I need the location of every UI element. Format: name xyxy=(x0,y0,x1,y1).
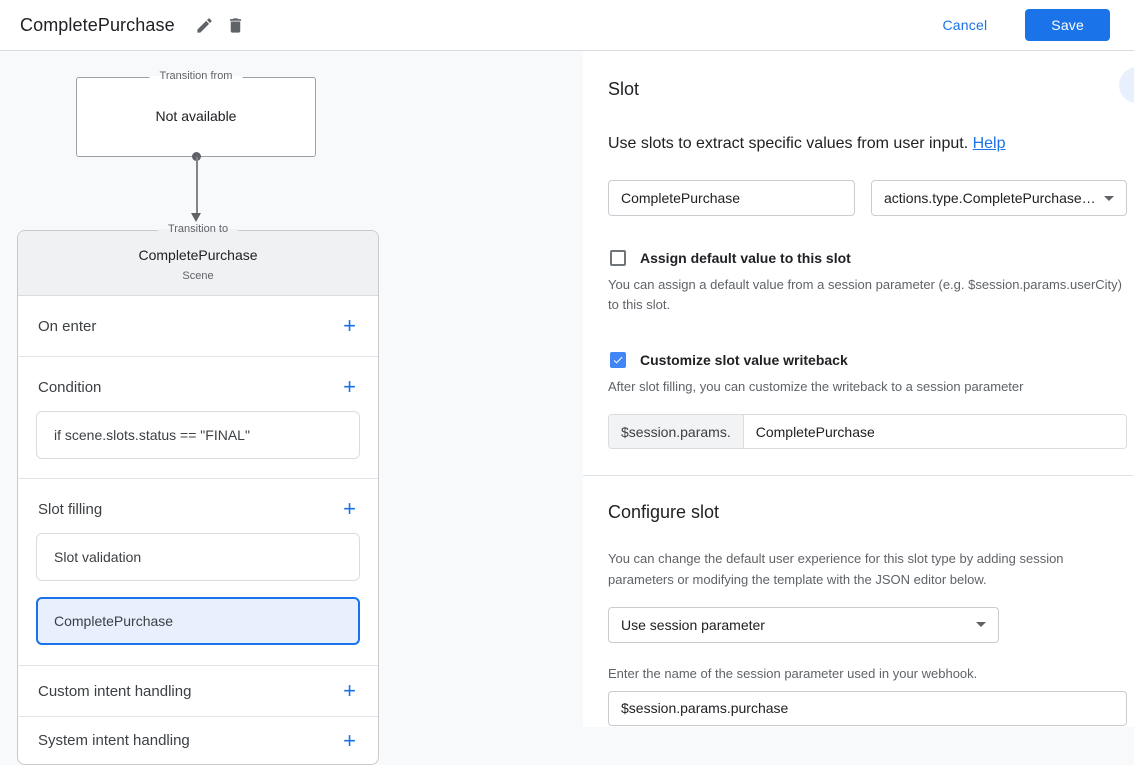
configure-slot-title: Configure slot xyxy=(608,502,720,523)
slot-config-dropdown[interactable] xyxy=(608,607,999,643)
section-divider xyxy=(583,475,1134,476)
slot-editor-panel xyxy=(583,51,1134,727)
webhook-param-input[interactable] xyxy=(608,691,1127,726)
transition-to-card xyxy=(17,223,379,765)
caret-down-icon xyxy=(976,622,986,627)
connector-line xyxy=(196,157,198,214)
add-system-intent-icon[interactable]: + xyxy=(343,727,356,753)
assign-default-description: You can assign a default value from a session parameter (e.g. $session.params.userCity) to this slot. xyxy=(608,277,1123,313)
slot-completepurchase-card[interactable]: CompletePurchase xyxy=(36,597,360,645)
add-condition-icon[interactable]: + xyxy=(343,374,356,399)
slot-type-dropdown[interactable] xyxy=(871,180,1127,216)
cancel-button[interactable]: Cancel xyxy=(942,17,988,33)
configure-slot-description: You can change the default user experience for this slot type by adding session parameters or modifying the template with the JSON editor below. xyxy=(608,551,1064,587)
slot-filling-section xyxy=(18,479,378,666)
top-bar xyxy=(0,0,1134,51)
delete-scene-button[interactable] xyxy=(220,10,251,41)
condition-section xyxy=(18,357,378,479)
assign-default-label[interactable]: Assign default value to this slot xyxy=(640,250,851,266)
add-on-enter-icon[interactable]: + xyxy=(343,313,356,338)
custom-intent-label: Custom intent handling xyxy=(38,682,192,700)
page-title: CompletePurchase xyxy=(20,14,175,35)
slot-name-input[interactable] xyxy=(608,180,855,216)
transition-from-legend: Transition from xyxy=(150,70,243,82)
transition-to-legend: Transition to xyxy=(158,223,238,235)
caret-down-icon xyxy=(1104,196,1114,201)
pencil-icon xyxy=(195,16,214,35)
writeback-param-field xyxy=(608,414,1127,449)
slot-config-value: Use session parameter xyxy=(621,616,765,633)
writeback-checkbox[interactable] xyxy=(610,352,626,368)
session-params-prefix: $session.params. xyxy=(609,415,744,448)
chevron-right-icon xyxy=(1126,74,1134,96)
condition-label: Condition xyxy=(38,378,102,396)
transition-from-box xyxy=(76,70,316,157)
slot-type-value: actions.type.CompletePurchase… xyxy=(884,190,1096,206)
custom-intent-row[interactable] xyxy=(18,666,378,717)
slot-validation-card[interactable]: Slot validation xyxy=(36,533,360,581)
slot-filling-label: Slot filling xyxy=(38,500,103,518)
writeback-label[interactable]: Customize slot value writeback xyxy=(640,352,848,369)
scene-name: CompletePurchase xyxy=(138,247,258,263)
webhook-param-label: Enter the name of the session parameter used in your webhook. xyxy=(608,665,978,681)
system-intent-row[interactable] xyxy=(18,717,378,764)
scene-flow-panel xyxy=(0,51,583,753)
save-button[interactable]: Save xyxy=(1025,9,1110,41)
edit-title-button[interactable] xyxy=(189,10,220,41)
writeback-param-input[interactable] xyxy=(744,415,1126,448)
add-custom-intent-icon[interactable]: + xyxy=(343,678,356,703)
help-link[interactable]: Help xyxy=(972,135,1006,152)
slot-intro-text: Use slots to extract specific values from user input. Help xyxy=(608,135,1006,152)
scene-type-label: Scene xyxy=(182,270,214,282)
on-enter-row[interactable] xyxy=(18,296,378,357)
system-intent-label: System intent handling xyxy=(38,732,190,749)
trash-icon xyxy=(226,16,245,35)
connector-arrowhead-icon xyxy=(191,213,201,222)
scene-card-header xyxy=(18,231,378,296)
assign-default-checkbox[interactable] xyxy=(610,250,626,266)
condition-card[interactable]: if scene.slots.status == "FINAL" xyxy=(36,411,360,459)
transition-from-value: Not available xyxy=(155,108,237,124)
writeback-description: After slot filling, you can customize the writeback to a session parameter xyxy=(608,379,1024,395)
slot-panel-title: Slot xyxy=(608,79,640,99)
add-slot-icon[interactable]: + xyxy=(343,496,356,521)
on-enter-label: On enter xyxy=(38,317,97,335)
